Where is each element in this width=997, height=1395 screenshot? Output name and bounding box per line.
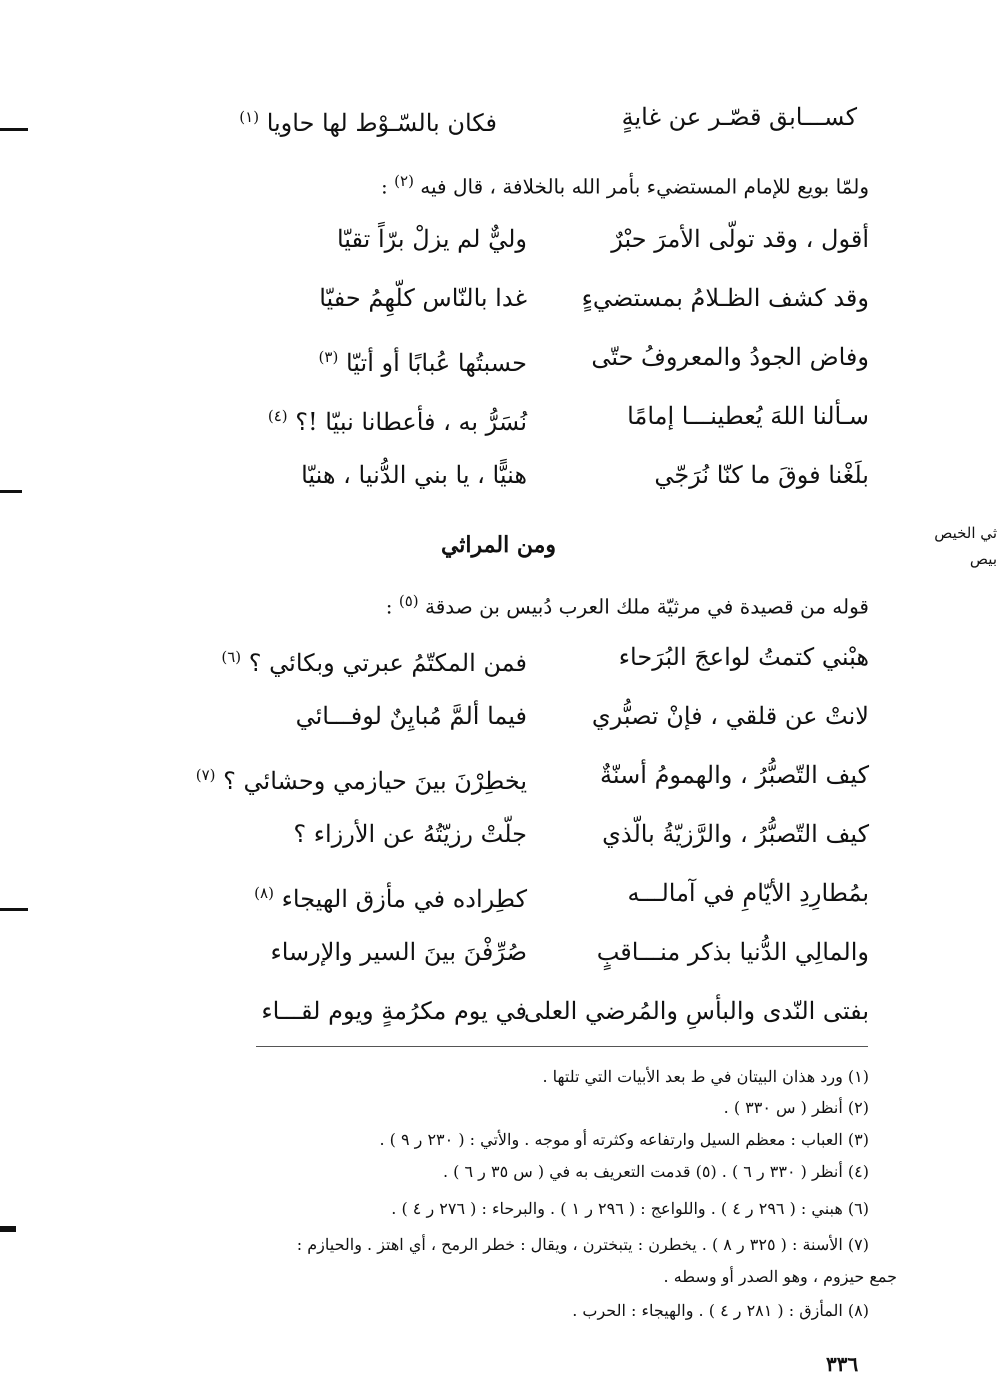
- hemistich-left: يخطِرْنَ بينَ حيازمي وحشائي ؟ $^{(٧)}$: [195, 766, 527, 795]
- footnote: (٦) هبني : ( ٢٩٦ ر ٤ ) . واللواعج : ( ٢٩٦ ر ١ ) . والبرحاء : ( ٢٧٦ ر ٤ ) .: [391, 1199, 869, 1218]
- hemistich-left: حسبتُها عُبابًا أو أتيّا $^{(٣)}$: [318, 348, 527, 377]
- hemistich-right: أقول ، وقد تولّى الأمرَ حبْرٌ: [611, 225, 869, 253]
- footnote-ref: (١): [239, 108, 260, 126]
- hemistich-right: كيف التّصبُّرُ ، والرَّزيّةُ بالّذي: [602, 820, 869, 848]
- hemistich-right: كســـابق قصّـر عن غايةٍ: [621, 103, 857, 131]
- hemistich-left: هنيًّا ، يا بني الدُّنيا ، هنيّا: [301, 461, 527, 489]
- hemistich-right: بمُطارِدِ الأيّامِ في آمالـــه: [627, 879, 869, 907]
- footnote-ref: (٥): [398, 592, 419, 610]
- hemistich-left: نُسَرُّ به ، فأعطانا نبيّا !؟ $^{(٤)}$: [267, 407, 527, 436]
- hemistich-right: والمالِي الدُّنيا بذكر منـــاقبٍ: [596, 938, 869, 966]
- hemistich-left: كطِراده في مأزق الهيجاء $^{(٨)}$: [254, 884, 527, 913]
- elegy-intro: قوله من قصيدة في مرثيّة ملك العرب دُبيس بن صدقة $^{(٥)}$ :: [385, 592, 869, 619]
- hemistich-left: غدا بالنّاس كلّهِمُ حفيّا: [319, 284, 527, 312]
- footnote: (٤) أنظر ( ٣٣٠ ر ٦ ) . (٥) قدمت التعريف به في ( س ٣٥ ر ٦ ) .: [443, 1162, 869, 1181]
- hemistich-right: بلَغْنا فوقَ ما كنّا نُرَجّي: [654, 461, 869, 489]
- footnote: (١) ورد هذان البيتان في ط بعد الأبيات التي تلتها .: [542, 1067, 869, 1086]
- footnote-ref: (٨): [254, 884, 274, 902]
- hemistich-left: صُرِّفْنَ بينَ السير والإرساء: [270, 938, 527, 966]
- hemistich-left: جلّتْ رزيّتُهُ عن الأرزاء ؟: [293, 820, 527, 848]
- footnote-divider: [256, 1046, 868, 1047]
- hemistich-left: في يوم مكرُمةٍ ويوم لقـــاء: [261, 997, 527, 1025]
- footnote-ref: (٢): [394, 172, 414, 190]
- footnote-ref: (٤): [267, 407, 288, 425]
- footnote: (٢) أنظر ( س ٣٣٠ ) .: [723, 1098, 869, 1117]
- hemistich-right: وقد كشف الظـلامُ بمستضيءٍ: [581, 284, 869, 312]
- hemistich-right: بفتى النّدى والبأسِ والمُرضي العلى: [523, 997, 869, 1025]
- footnote: (٨) المأزق : ( ٢٨١ ر ٤ ) . والهيجاء : الحرب .: [572, 1301, 869, 1320]
- section-title: ومن المراثي: [440, 532, 557, 558]
- hemistich-right: هبْني كتمتُ لواعجَ البُرَحاء: [618, 643, 869, 671]
- hemistich-right: وفاض الجودُ والمعروفُ حتّى: [591, 343, 869, 371]
- margin-binding-mark: [0, 908, 28, 911]
- hemistich-left: فكان بالسّـوْط لها حاويا $^{(١)}$: [239, 108, 497, 137]
- footnote-ref: (٦): [221, 648, 242, 666]
- margin-note: بيص: [969, 550, 997, 568]
- footnote: (٣) العباب : معظم السيل وارتفاعه وكثرته أو موجه . والأتي : ( ٢٣٠ ر ٩ ) .: [379, 1130, 869, 1149]
- margin-binding-mark: [0, 128, 28, 131]
- hemistich-right: لانتْ عن قلقي ، فإنْ تصبُّري: [591, 702, 869, 730]
- margin-binding-mark: [0, 490, 22, 493]
- footnote: (٧) الأسنة : ( ٣٢٥ ر ٨ ) . يخطرن : يتبخترن ، ويقال : خطر الرمح ، أي اهتز . والحيازم :: [296, 1235, 869, 1254]
- hemistich-left: فيما ألمَّ مُبايِنٌ لوفـــائي: [295, 702, 527, 730]
- page-number: ٣٣٦: [826, 1352, 859, 1376]
- hemistich-right: كيف التّصبُّرُ ، والهمومُ أسنّةٌ: [600, 761, 869, 789]
- hemistich-left: وليٌّ لم يزلْ برّاً تقيّا: [336, 225, 527, 253]
- hemistich-right: سـألنا اللهَ يُعطينـــا إمامًا: [627, 402, 869, 430]
- footnote-ref: (٣): [318, 348, 339, 366]
- margin-binding-mark: [0, 1226, 16, 1232]
- hemistich-left: فمن المكتّمُ عبرتي وبكائي ؟ $^{(٦)}$: [221, 648, 527, 677]
- footnote-ref: (٧): [195, 766, 216, 784]
- intro-paragraph: ولمّا بويع للإمام المستضيء بأمر الله بالخلافة ، قال فيه $^{(٢)}$ :: [381, 172, 869, 199]
- footnote-continuation: جمع حيزوم ، وهو الصدر أو وسطه .: [663, 1267, 897, 1286]
- margin-note: ثي الخيص: [934, 524, 997, 542]
